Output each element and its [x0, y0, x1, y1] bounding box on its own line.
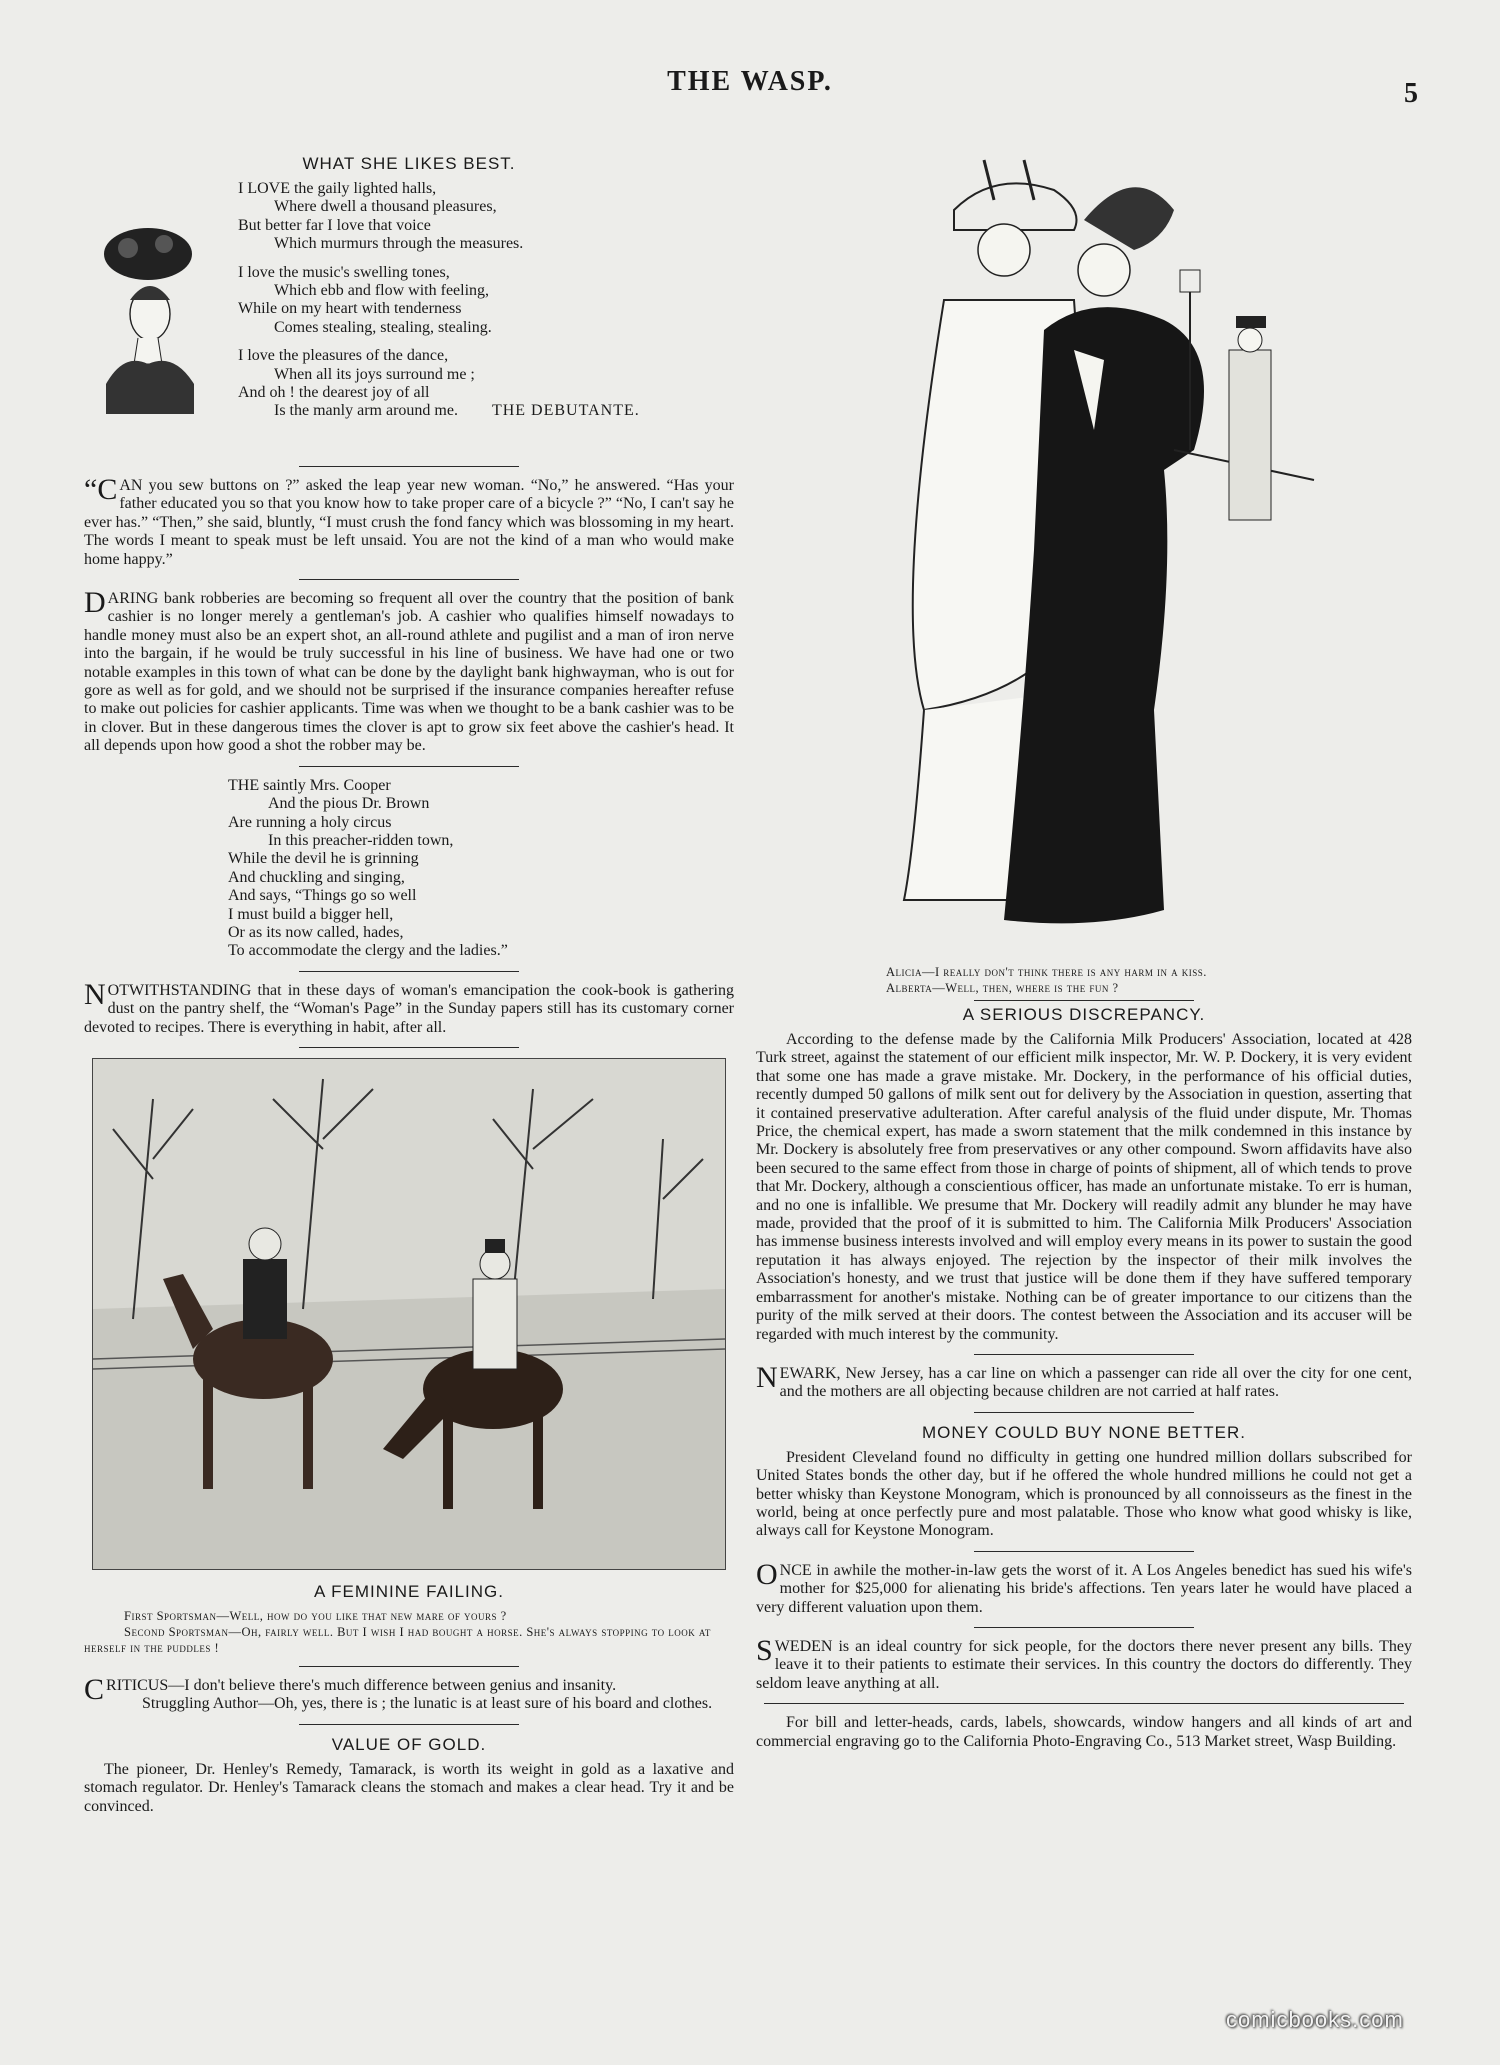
- article-notwithstanding: NOTWITHSTANDING that in these days of woman's emancipation the cook-book is gathering dust on the pantry shelf, the “Woman's Page” in the Sunday papers still has its customary corner devoted to recipes. There is everything in habit, after all.: [84, 977, 734, 1036]
- sportsmen-illustration: [92, 1058, 726, 1570]
- poem-line: And the pious Dr. Brown: [268, 795, 430, 813]
- article-money: President Cleveland found no difficulty in getting one hundred million dollars subscribed for United States bonds the other day, but if he offered the whole hundred millions he could not get a better whisky than Keystone Monogram, which is pronounced by all connoisseurs as the finest in the world, being at once perfectly pure and most palatable. Those who know what good whisky is like, always call for Keystone Monogram.: [756, 1448, 1412, 1540]
- money-title: MONEY COULD BUY NONE BETTER.: [922, 1422, 1246, 1442]
- poem-signature: THE DEBUTANTE.: [491, 402, 640, 420]
- poem-line: While on my heart with tenderness: [238, 300, 462, 318]
- feminine-caption-1: First Sportsman—Well, how do you like that new mare of yours ?: [124, 1608, 507, 1623]
- poem-line: In this preacher-ridden town,: [268, 831, 454, 849]
- poem-circus: [84, 777, 734, 961]
- left-column: [84, 150, 734, 1816]
- poem-line: Is the manly arm around me.: [274, 402, 458, 420]
- divider: [299, 1666, 519, 1667]
- divider: [299, 466, 519, 467]
- poem-line: Comes stealing, stealing, stealing.: [274, 318, 492, 336]
- divider: [974, 1551, 1194, 1552]
- article-discrepancy: According to the defense made by the California Milk Producers' Association, located at 428 Turk street, against the statement of our efficient milk inspector, Mr. W. P. Dockery, it is very evident that some one has made a grave mistake. Mr. Dockery, in the performance of his official duties, recently dumped 50 gallons of milk sent out for delivery by the Association in question, asserting that it contained preservative adulteration. After careful analysis of the fluid under dispute, Mr. Thomas Price, the chemical expert, has made a sworn statement that the milk condemned in this instance by Mr. Dockery is absolutely free from preservatives or any other compound. Sworn affidavits have also been secured to the same effect from those in charge of points of shipment, all of which tends to prove that Mr. Dockery, although a conscientious officer, has made an unfortunate mistake. To err is human, and no one is infallible. We presume that Mr. Dockery will readily admit any blunder he may have made, provided that the proof of it is submitted to him. The California Milk Producers' Association has immense business interests involved and will employ every means in its power to sustain the good reputation it has always enjoyed. The rejection by the inspector of their milk involves the Association's honesty, and we trust that justice will be done them if they have suffered temporary embarrassment for another's mistake. Nothing can be of greater importance to our citizens than the purity of the milk served at their doors. The contest between the Association and its accuser will be regarded with much interest by the community.: [756, 1031, 1412, 1343]
- article-value: The pioneer, Dr. Henley's Remedy, Tamarack, is worth its weight in gold as a laxative and stomach regulator. Dr. Henley's Tamarack cleans the stomach and makes a clear head. Try it and be convinced.: [84, 1760, 734, 1815]
- divider: [974, 1627, 1194, 1628]
- poem-line: Are running a holy circus: [228, 813, 392, 831]
- poem-line: Which ebb and flow with feeling,: [274, 282, 490, 300]
- value-title: VALUE OF GOLD.: [331, 1734, 487, 1754]
- article-newark: NEWARK, New Jersey, has a car line on which a passenger can ride all over the city for one cent, and the mothers are all objecting because children are not carried at half rates.: [756, 1360, 1412, 1401]
- poem-line: THE saintly Mrs. Cooper: [228, 776, 391, 794]
- divider: [299, 1047, 519, 1048]
- poem-line: And oh ! the dearest joy of all: [238, 384, 430, 402]
- discrepancy-title: A SERIOUS DISCREPANCY.: [962, 1005, 1206, 1024]
- right-column: [756, 150, 1412, 1751]
- poem-line: I love the pleasures of the dance,: [238, 347, 449, 365]
- poem-line: Which murmurs through the measures.: [274, 235, 524, 253]
- site-watermark: comicbooks.com: [1226, 2007, 1404, 2032]
- kiss-caption-2: Alberta—Well, then, where is the fun ?: [886, 981, 1119, 995]
- poem-line: [238, 402, 738, 420]
- page-number: 5: [1404, 78, 1418, 109]
- poem-line: I must build a bigger hell,: [228, 905, 394, 923]
- article-engraving: For bill and letter-heads, cards, labels, showcards, window hangers and all kinds of art and commercial engraving go to the California Photo-Engraving Co., 513 Market street, Wasp Building.: [756, 1714, 1412, 1750]
- poem-line: When all its joys surround me ;: [274, 365, 475, 383]
- feminine-caption-2: Second Sportsman—Oh, fairly well. But I wish I had bought a horse. She's always stopping to look at herself in the puddles !: [84, 1624, 711, 1655]
- divider: [299, 1724, 519, 1725]
- divider: [974, 1412, 1194, 1413]
- poem-line: But better far I love that voice: [238, 216, 431, 234]
- divider: [974, 1354, 1194, 1355]
- poem-line: Where dwell a thousand pleasures,: [274, 198, 497, 216]
- divider: [974, 1000, 1194, 1001]
- poem-line: Or as its now called, hades,: [228, 923, 404, 941]
- divider: [299, 971, 519, 972]
- divider: [299, 579, 519, 580]
- divider: [299, 766, 519, 767]
- article-buttons: “CAN you sew buttons on ?” asked the leap year new woman. “No,” he answered. “Has your father educated you so that you know how to take proper care of a bicycle ?” “No, I can't say he ever has.” “Then,” she said, bluntly, “I must crush the fond fancy which was blossoming in my heart. The words I meant to speak must be left unsaid. You are not the kind of a man who would make home happy.”: [84, 473, 734, 568]
- divider: [764, 1703, 1404, 1704]
- poem-title: WHAT SHE LIKES BEST.: [302, 154, 516, 173]
- article-daring: DARING bank robberies are becoming so frequent all over the country that the position of bank cashier is no longer merely a gentleman's job. A cashier who qualifies himself nowadays to handle money must also be an expert shot, an all-round athlete and pugilist and a man of iron nerve into the bargain, if he would be truly successful in his line of business. We have had one or two notable examples in this town of what can be done by the daylight bank highwayman, who is out for gore as well as for gold, and we should not be surprised if the insurance companies hereafter refuse to make out policies for cashier applicants. Time was when we thought to be a bank cashier was to be in clover. But in these dangerous times the clover is apt to grow six feet above the cashier's head. It all depends upon how good a shot the robber may be.: [84, 586, 734, 755]
- debutante-portrait: [94, 214, 202, 434]
- horses-drawing: [93, 1059, 725, 1569]
- kiss-caption-1: Alicia—I really don't think there is any harm in a kiss.: [886, 965, 1207, 979]
- poem-line: And chuckling and singing,: [228, 868, 405, 886]
- article-sweden: SWEDEN is an ideal country for sick people, for the doctors there never present any bills. They leave it to their patients to estimate their services. In this country the doctors do differently. They seldom leave anything at all.: [756, 1633, 1412, 1692]
- poem-line: To accommodate the clergy and the ladies.”: [228, 942, 508, 960]
- article-once: ONCE in awhile the mother-in-law gets the worst of it. A Los Angeles benedict has sued his wife's mother for $25,000 for alienating his bride's affections. Ten years later he would have placed a very different valuation upon them.: [756, 1557, 1412, 1616]
- poem-line: And says, “Things go so well: [228, 887, 417, 905]
- article-struggling: Struggling Author—Oh, yes, there is ; the lunatic is at least sure of his board and clothes.: [142, 1695, 713, 1713]
- poem-text: [238, 180, 738, 421]
- two-women-drawing: [834, 150, 1334, 958]
- article-criticus: CRITICUS—I don't believe there's much difference between genius and insanity.: [84, 1672, 617, 1706]
- poem-line: I LOVE the gaily lighted halls,: [238, 180, 437, 197]
- kiss-illustration: [834, 150, 1334, 958]
- poem-line: I love the music's swelling tones,: [238, 263, 450, 281]
- masthead-title: THE WASP.: [667, 66, 833, 97]
- poem-block: [84, 180, 734, 456]
- poem-line: While the devil he is grinning: [228, 850, 419, 868]
- feminine-title: A FEMININE FAILING.: [314, 1581, 504, 1601]
